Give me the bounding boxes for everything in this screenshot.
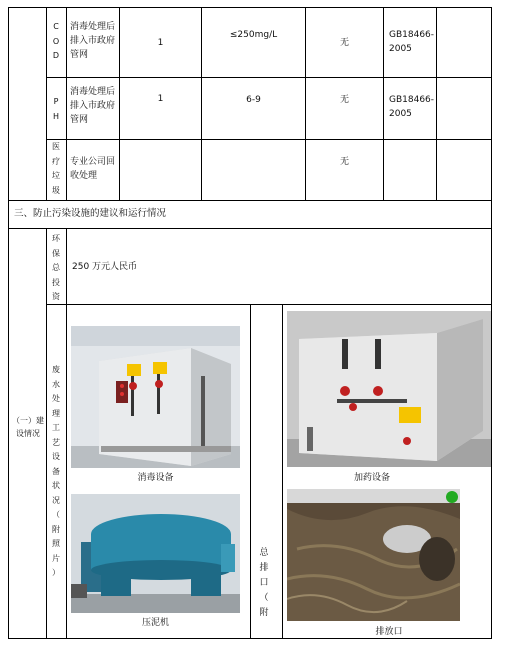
exceed-cell: 无: [339, 95, 349, 105]
limit-cell: 6-9: [246, 95, 261, 105]
sludge-press-photo: [71, 494, 240, 613]
env-invest-label: 环 保 总 投 资: [52, 234, 60, 301]
method-cell: 专业公司回收处理: [70, 157, 116, 181]
row-line: [46, 139, 492, 140]
env-invest-value: 250 万元人民币: [72, 262, 138, 272]
table-top-line: [8, 7, 492, 8]
param-label-ph: P H: [52, 97, 59, 121]
row-line: [46, 304, 492, 305]
outlet-label: 总 排 口 （ 附: [259, 548, 269, 618]
wastewater-label: 废 水 处 理 工 艺 设 备 状 况 （ 附 照 片 ）: [52, 365, 60, 577]
row-line: [8, 228, 492, 229]
col-line: [383, 7, 384, 201]
outlet-caption: 排放口: [375, 627, 403, 637]
col-line: [66, 228, 67, 639]
disinfect-equipment-photo: [71, 326, 240, 468]
standard-cell: GB18466-2005: [389, 95, 435, 119]
col-line: [46, 7, 47, 201]
col-line: [250, 304, 251, 639]
dosing-caption: 加药设备: [353, 473, 390, 483]
row-line: [46, 77, 492, 78]
exceed-cell: 无: [339, 38, 349, 48]
exceed-cell: 无: [339, 157, 349, 167]
sludge-press-caption: 压泥机: [141, 618, 169, 628]
table-border-right: [491, 7, 492, 639]
discharge-outlet-photo: [287, 489, 460, 621]
param-label-cod: C O D: [52, 22, 60, 60]
param-label-medical-waste: 医 疗 垃 圾: [52, 142, 60, 195]
value-cell: 1: [157, 38, 164, 48]
dosing-equipment-photo: [287, 311, 491, 467]
table-border-left: [8, 7, 9, 639]
disinfect-caption: 消毒设备: [137, 473, 174, 483]
section-title: 三、防止污染设施的建议和运行情况: [14, 208, 167, 219]
value-cell: 1: [157, 94, 164, 104]
col-line: [66, 7, 67, 201]
limit-cell: ≤250mg/L: [229, 30, 278, 40]
row-line: [8, 200, 492, 201]
col-line: [282, 304, 283, 639]
method-cell: 消毒处理后排入市政府管网: [70, 87, 116, 125]
col-line: [46, 228, 47, 639]
method-cell: 消毒处理后排入市政府管网: [70, 22, 116, 60]
construction-status-label: （一）建设情况: [12, 416, 44, 438]
standard-cell: GB18466-2005: [389, 30, 435, 54]
